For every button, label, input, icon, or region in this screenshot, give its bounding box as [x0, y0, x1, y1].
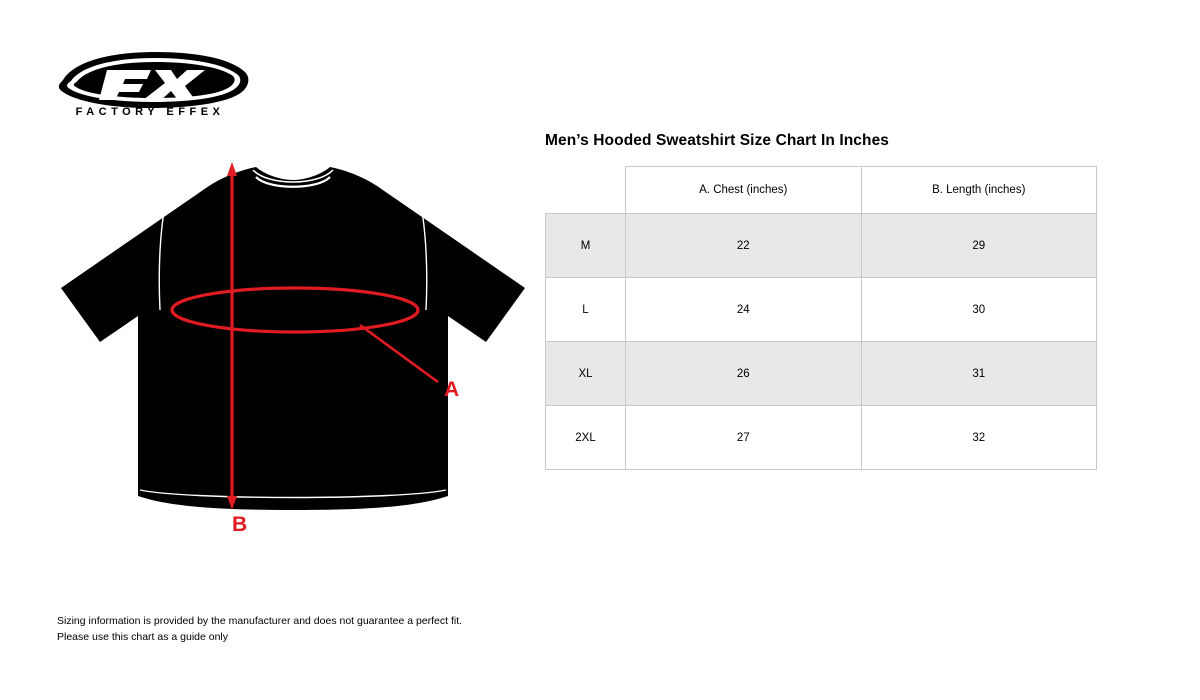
row-length: 29 [861, 214, 1097, 278]
garment-diagram [60, 150, 530, 570]
row-length: 32 [861, 406, 1097, 470]
table-header [546, 167, 1097, 214]
chest-callout-label: A [444, 378, 460, 401]
row-size: M [546, 214, 626, 278]
length-callout-label: B [232, 513, 248, 536]
table-row [546, 406, 1097, 470]
table-body [546, 214, 1097, 470]
table-row [546, 214, 1097, 278]
disclaimer [57, 614, 462, 646]
row-size: 2XL [546, 406, 626, 470]
row-size: XL [546, 342, 626, 406]
brand-logo [55, 50, 255, 120]
table-header-row [546, 167, 1097, 214]
disclaimer-line-1: Sizing information is provided by the manufacturer and does not guarantee a perfect fit. [57, 615, 463, 627]
page-title: Men’s Hooded Sweatshirt Size Chart In Inches [545, 132, 890, 149]
table-header-corner [546, 167, 626, 214]
row-chest: 22 [626, 214, 862, 278]
table-row [546, 342, 1097, 406]
row-length: 31 [861, 342, 1097, 406]
row-size: L [546, 278, 626, 342]
row-chest: 27 [626, 406, 862, 470]
table-row [546, 278, 1097, 342]
table-header-length: B. Length (inches) [861, 167, 1097, 214]
table-header-chest: A. Chest (inches) [626, 167, 862, 214]
disclaimer-line-2: Please use this chart as a guide only [57, 630, 229, 643]
size-chart-table [545, 166, 1097, 470]
row-chest: 24 [626, 278, 862, 342]
row-length: 30 [861, 278, 1097, 342]
row-chest: 26 [626, 342, 862, 406]
brand-wordmark: FACTORY EFFEX [75, 106, 225, 118]
tshirt-illustration [60, 150, 530, 570]
